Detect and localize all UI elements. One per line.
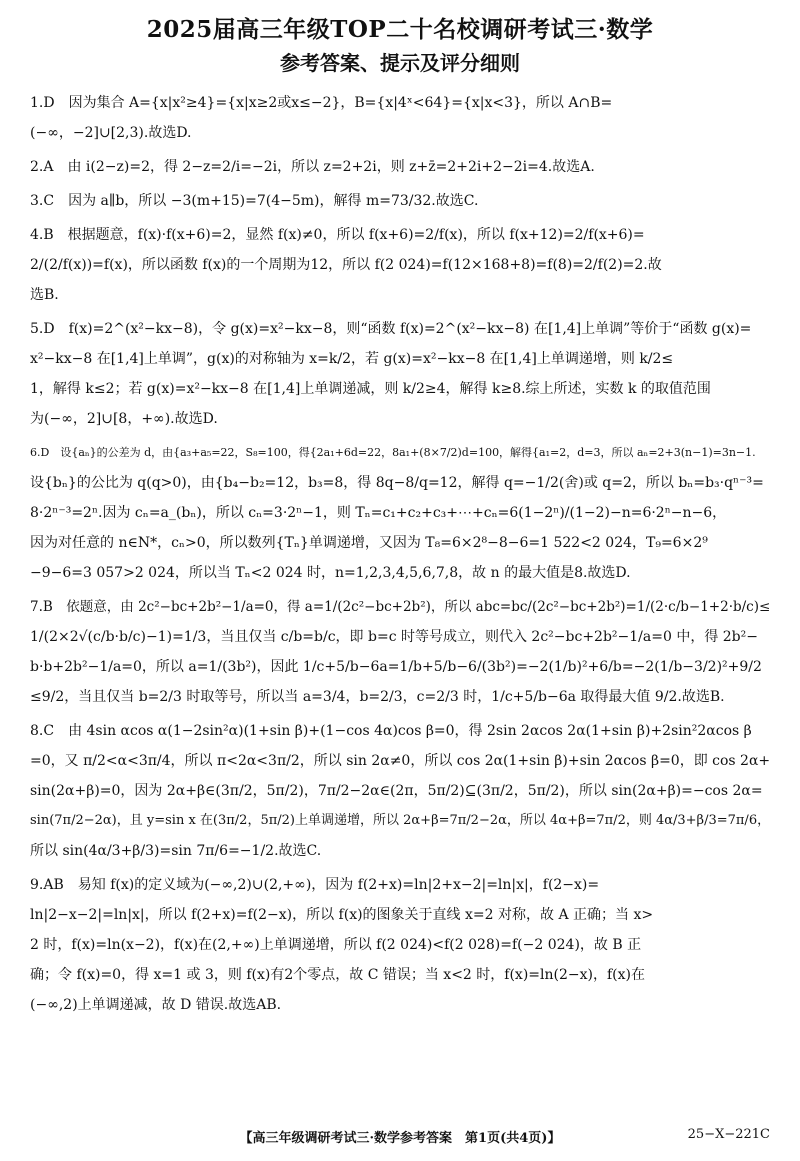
footer-page-info: 【高三年级调研考试三·数学参考答案 第1页(共4页)】	[239, 1131, 561, 1146]
answer-item	[30, 438, 770, 588]
answer-item	[30, 88, 770, 148]
answer-item	[30, 220, 770, 310]
answer-line: 为(−∞，2]∪[8，+∞).故选D.	[30, 411, 218, 427]
answer-line: 1/(2×2√(c/b·b/c)−1)=1/3，当且仅当 c/b=b/c，即 b=c 时等号成立，则代入 2c²−bc+2b²−1/a=0 中，得 2b²−	[30, 629, 758, 645]
answer-line: 7.B 依题意，由 2c²−bc+2b²−1/a=0，得 a=1/(2c²−bc+2b²)，所以 abc=bc/(2c²−bc+2b²)=1/(2·c/b−1+2·b/c)≤	[30, 599, 770, 615]
page-footer	[0, 1127, 800, 1149]
document-subtitle: 参考答案、提示及评分细则	[280, 51, 520, 75]
answer-line: 确；令 f(x)=0，得 x=1 或 3，则 f(x)有2个零点，故 C 错误；当 x<2 时，f(x)=ln(2−x)，f(x)在	[30, 967, 645, 983]
answer-line: (−∞,2)上单调递减，故 D 错误.故选AB.	[30, 997, 282, 1013]
answer-line: ≤9/2，当且仅当 b=2/3 时取等号，所以当 a=3/4，b=2/3，c=2/3 时，1/c+5/b−6a 取得最大值 9/2.故选B.	[30, 689, 725, 705]
answer-line: 6.D 设{aₙ}的公差为 d，由{a₃+a₅=22，S₈=100，得{2a₁+6d=22，8a₁+(8×7/2)d=100，解得{a₁=2，d=3，所以 aₙ=2+3(n−1)=3n−1.	[30, 446, 756, 459]
answer-item	[30, 186, 770, 216]
answer-line: (−∞，−2]∪[2,3).故选D.	[30, 125, 192, 141]
answer-line: 1.D 因为集合 A={x|x²≥4}={x|x≥2或x≤−2}，B={x|4ˣ<64}={x|x<3}，所以 A∩B=	[30, 95, 613, 111]
answer-line: 5.D f(x)=2^(x²−kx−8)，令 g(x)=x²−kx−8，则“函数 f(x)=2^(x²−kx−8) 在[1,4]上单调”等价于“函数 g(x)=	[30, 321, 752, 337]
answer-line: 1，解得 k≤2；若 g(x)=x²−kx−8 在[1,4]上单调递减，则 k/2≥4，解得 k≥8.综上所述，实数 k 的取值范围	[30, 381, 711, 397]
answer-line: x²−kx−8 在[1,4]上单调”，g(x)的对称轴为 x=k/2，若 g(x)=x²−kx−8 在[1,4]上单调递增，则 k/2≤	[30, 351, 674, 367]
footer-code: 25−X−221C	[687, 1127, 770, 1142]
answer-list	[30, 88, 770, 1020]
answer-line: 所以 sin(4α/3+β/3)=sin 7π/6=−1/2.故选C.	[30, 843, 322, 859]
answer-line: 2 时，f(x)=ln(x−2)，f(x)在(2,+∞)上单调递增，所以 f(2 024)<f(2 028)=f(−2 024)，故 B 正	[30, 937, 642, 953]
answer-line: 设{bₙ}的公比为 q(q>0)，由{b₄−b₂=12，b₃=8，得 8q−8/q=12，解得 q=−1/2(舍)或 q=2，所以 bₙ=b₃·qⁿ⁻³=	[30, 475, 764, 491]
answer-item	[30, 870, 770, 1020]
answer-line: b·b+2b²−1/a=0，所以 a=1/(3b²)，因此 1/c+5/b−6a=1/b+5/b−6/(3b²)=−2(1/b)²+6/b=−2(1/b−3/2)²+9/2	[30, 659, 762, 675]
answer-line: 选B.	[30, 287, 59, 303]
answer-line: 8.C 由 4sin αcos α(1−2sin²α)(1+sin β)+(1−cos 4α)cos β=0，得 2sin 2αcos 2α(1+sin β)+2sin²2αcos β	[30, 723, 752, 739]
answer-item	[30, 592, 770, 712]
answer-line: 9.AB 易知 f(x)的定义域为(−∞,2)∪(2,+∞)，因为 f(2+x)=ln|2+x−2|=ln|x|，f(2−x)=	[30, 877, 600, 893]
answer-item	[30, 314, 770, 434]
answer-item	[30, 152, 770, 182]
answer-line: sin(2α+β)=0，因为 2α+β∈(3π/2，5π/2)，7π/2−2α∈(2π，5π/2)⊆(3π/2，5π/2)，所以 sin(2α+β)=−cos 2α=	[30, 783, 763, 799]
answer-line: 2.A 由 i(2−z)=2，得 2−z=2/i=−2i，所以 z=2+2i，则 z+z̄=2+2i+2−2i=4.故选A.	[30, 159, 595, 175]
document-title: 2025届高三年级TOP二十名校调研考试三·数学	[146, 16, 654, 43]
answer-line: 8·2ⁿ⁻³=2ⁿ.因为 cₙ=a_(bₙ)，所以 cₙ=3·2ⁿ−1，则 Tₙ=c₁+c₂+c₃+⋯+cₙ=6(1−2ⁿ)/(1−2)−n=6·2ⁿ−n−6，	[30, 505, 727, 521]
answer-line: 4.B 根据题意，f(x)·f(x+6)=2，显然 f(x)≠0，所以 f(x+6)=2/f(x)，所以 f(x+12)=2/f(x+6)=	[30, 227, 645, 243]
answer-line: 3.C 因为 a∥b，所以 −3(m+15)=7(4−5m)，解得 m=73/32.故选C.	[30, 193, 479, 209]
answer-line: ln|2−x−2|=ln|x|，所以 f(2+x)=f(2−x)，所以 f(x)的图象关于直线 x=2 对称，故 A 正确；当 x>	[30, 907, 654, 923]
answer-line: =0，又 π/2<α<3π/4，所以 π<2α<3π/2，所以 sin 2α≠0，所以 cos 2α(1+sin β)+sin 2αcos β=0，即 cos 2α+	[30, 753, 770, 769]
answer-item	[30, 716, 770, 866]
answer-line: 因为对任意的 n∈N*，cₙ>0，所以数列{Tₙ}单调递增，又因为 T₈=6×2⁸−8−6=1 522<2 024，T₉=6×2⁹	[30, 535, 708, 551]
answer-line: sin(7π/2−2α)，且 y=sin x 在(3π/2，5π/2)上单调递增，所以 2α+β=7π/2−2α，所以 4α+β=7π/2，则 4α/3+β/3=7π/6，	[30, 813, 770, 828]
answer-line: 2/(2/f(x))=f(x)，所以函数 f(x)的一个周期为12，所以 f(2 024)=f(12×168+8)=f(8)=2/f(2)=2.故	[30, 257, 662, 273]
answer-line: −9−6=3 057>2 024，所以当 Tₙ<2 024 时，n=1,2,3,4,5,6,7,8，故 n 的最大值是8.故选D.	[30, 565, 631, 581]
